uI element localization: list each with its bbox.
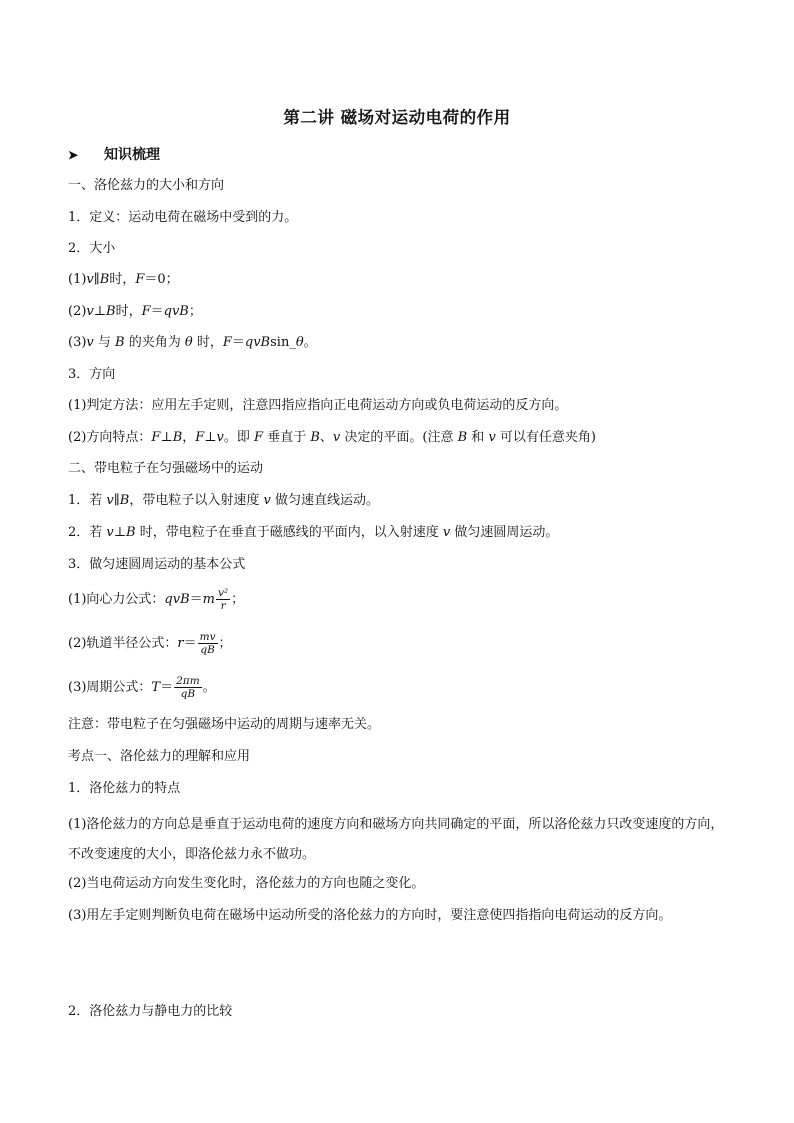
var-v: v (442, 525, 451, 540)
case3-text: 与 (93, 335, 116, 350)
var-v: v (216, 430, 224, 445)
var-B: B (99, 272, 110, 287)
case1-text: 时， (109, 272, 136, 287)
var-v: v (332, 430, 341, 445)
equals: ＝ (231, 335, 245, 350)
var-F: F (222, 335, 232, 350)
part1-case1 (68, 271, 179, 289)
part1-heading: 一、洛伦兹力的大小和方向 (68, 178, 225, 193)
text: 做匀速直线运动。 (270, 493, 379, 508)
period: 。 (303, 335, 317, 350)
var-m: m (202, 592, 215, 607)
formula-radius (68, 630, 232, 658)
text: 和 (467, 430, 489, 445)
var-v: v (106, 493, 114, 508)
point1-subheading: 1．洛伦兹力的特点 (68, 781, 181, 796)
part2-heading: 二、带电粒子在匀强磁场中的运动 (68, 461, 264, 476)
numerator: v² (218, 587, 229, 599)
case2-prefix: (2) (68, 304, 87, 319)
text: 。即 (223, 430, 255, 445)
formula-qvB: qvB (244, 335, 271, 350)
section-label: 知识梳理 (104, 147, 160, 163)
text: 垂直于 (263, 430, 311, 445)
var-F: F (141, 304, 151, 319)
text: 、 (319, 430, 333, 445)
text: 做匀速圆周运动。 (450, 525, 559, 540)
denominator: qB (180, 688, 196, 700)
period: 。 (202, 680, 216, 695)
formula-label: (2)轨道半径公式： (68, 636, 178, 651)
numerator: 2πm (176, 675, 200, 687)
point1-paragraph2: (2)当电荷运动方向发生变化时，洛伦兹力的方向也随之变化。 (68, 876, 425, 891)
var-v: v (86, 272, 94, 287)
semicolon: ； (218, 636, 232, 651)
text: ，带电粒子以入射速度 (129, 493, 264, 508)
parallel-symbol: ∥ (93, 272, 100, 287)
perpendicular-symbol: ⊥ (93, 304, 107, 319)
page-title: 第二讲 磁场对运动电荷的作用 (283, 108, 511, 127)
case1-prefix: (1) (68, 272, 87, 287)
var-F: F (151, 430, 161, 445)
fraction (198, 631, 218, 656)
parallel-symbol: ∥ (113, 493, 120, 508)
comma: ， (182, 430, 196, 445)
var-v: v (86, 335, 94, 350)
formula-period (68, 674, 216, 702)
var-F: F (195, 430, 205, 445)
section-heading (68, 146, 160, 164)
case3-text2: 的夹角为 (124, 335, 185, 350)
text: 决定的平面。(注意 (340, 430, 458, 445)
part1-direction-method: (1)判定方法：应用左手定则，注意四指应指向正电荷运动方向或负电荷运动的反方向。 (68, 398, 568, 413)
part2-item2 (68, 524, 558, 542)
formula-lhs: r (177, 636, 184, 651)
text: 1．若 (68, 493, 107, 508)
part2-item3: 3．做匀速圆周运动的基本公式 (68, 557, 246, 572)
numerator: mv (199, 631, 216, 643)
sin-function: sin_ (270, 335, 296, 350)
case3-prefix: (3) (68, 335, 87, 350)
case2-text: 时， (115, 304, 142, 319)
perpendicular-symbol: ⊥ (113, 525, 126, 540)
formula-lhs: T (151, 680, 161, 695)
point1-paragraph3: (3)用左手定则判断负电荷在磁场中运动所受的洛伦兹力的方向时，要注意使四指指向电荷运动的反方向。 (68, 908, 672, 923)
part2-item1 (68, 492, 379, 510)
var-B: B (172, 430, 183, 445)
part1-definition: 1．定义：运动电荷在磁场中受到的力。 (68, 210, 298, 225)
perpendicular-symbol: ⊥ (160, 430, 173, 445)
var-v: v (263, 493, 271, 508)
equals: ＝ (189, 592, 203, 607)
var-B: B (106, 304, 116, 319)
var-B: B (119, 493, 130, 508)
denominator: qB (200, 644, 215, 656)
semicolon: ； (231, 592, 245, 607)
var-v: v (488, 430, 496, 445)
part1-direction-heading: 3．方向 (68, 367, 116, 382)
text: 时，带电粒子在垂直于磁感线的平面内，以入射速度 (135, 525, 443, 540)
denominator: r (220, 600, 226, 612)
case3-text3: 时， (192, 335, 223, 350)
text: (2)方向特点： (68, 430, 152, 445)
text: 2．若 (68, 525, 107, 540)
formula-label: (3)周期公式： (68, 680, 152, 695)
point1-paragraph1: (1)洛伦兹力的方向总是垂直于运动电荷的速度方向和磁场方向共同确定的平面，所以洛伦兹力只改变速度的方向，不改变速度的大小，即洛伦兹力永不做功。 (68, 817, 724, 862)
var-v: v (106, 525, 114, 540)
point1-subheading2: 2．洛伦兹力与静电力的比较 (68, 1004, 233, 1019)
var-B: B (126, 525, 136, 540)
formula-label: (1)向心力公式： (68, 592, 165, 607)
case1-result: ＝0； (144, 272, 179, 287)
equals: ＝ (150, 304, 164, 319)
part1-direction-features (68, 429, 596, 447)
formula-lhs: qvB (164, 592, 190, 607)
var-F: F (254, 430, 264, 445)
text: 可以有任意夹角) (495, 430, 597, 445)
perpendicular-symbol: ⊥ (204, 430, 217, 445)
formula-centripetal (68, 586, 244, 614)
var-v: v (86, 304, 94, 319)
equals: ＝ (183, 636, 197, 651)
point1-heading: 考点一、洛伦兹力的理解和应用 (68, 749, 251, 764)
var-F: F (135, 272, 145, 287)
formula-qvB: qvB (163, 304, 189, 319)
fraction (216, 587, 230, 612)
semicolon: ； (188, 304, 202, 319)
var-B: B (115, 335, 125, 350)
part1-size-heading: 2．大小 (68, 241, 116, 256)
var-theta: θ (184, 335, 193, 350)
var-B: B (310, 430, 320, 445)
part1-case3 (68, 334, 317, 352)
part2-note: 注意：带电粒子在匀强磁场中运动的周期与速率无关。 (68, 717, 381, 732)
fraction (174, 675, 202, 700)
var-B: B (457, 430, 468, 445)
var-theta: θ (295, 335, 304, 350)
equals: ＝ (160, 680, 174, 695)
part1-case2 (68, 303, 202, 321)
arrow-bullet-icon: ➤ (68, 148, 79, 162)
